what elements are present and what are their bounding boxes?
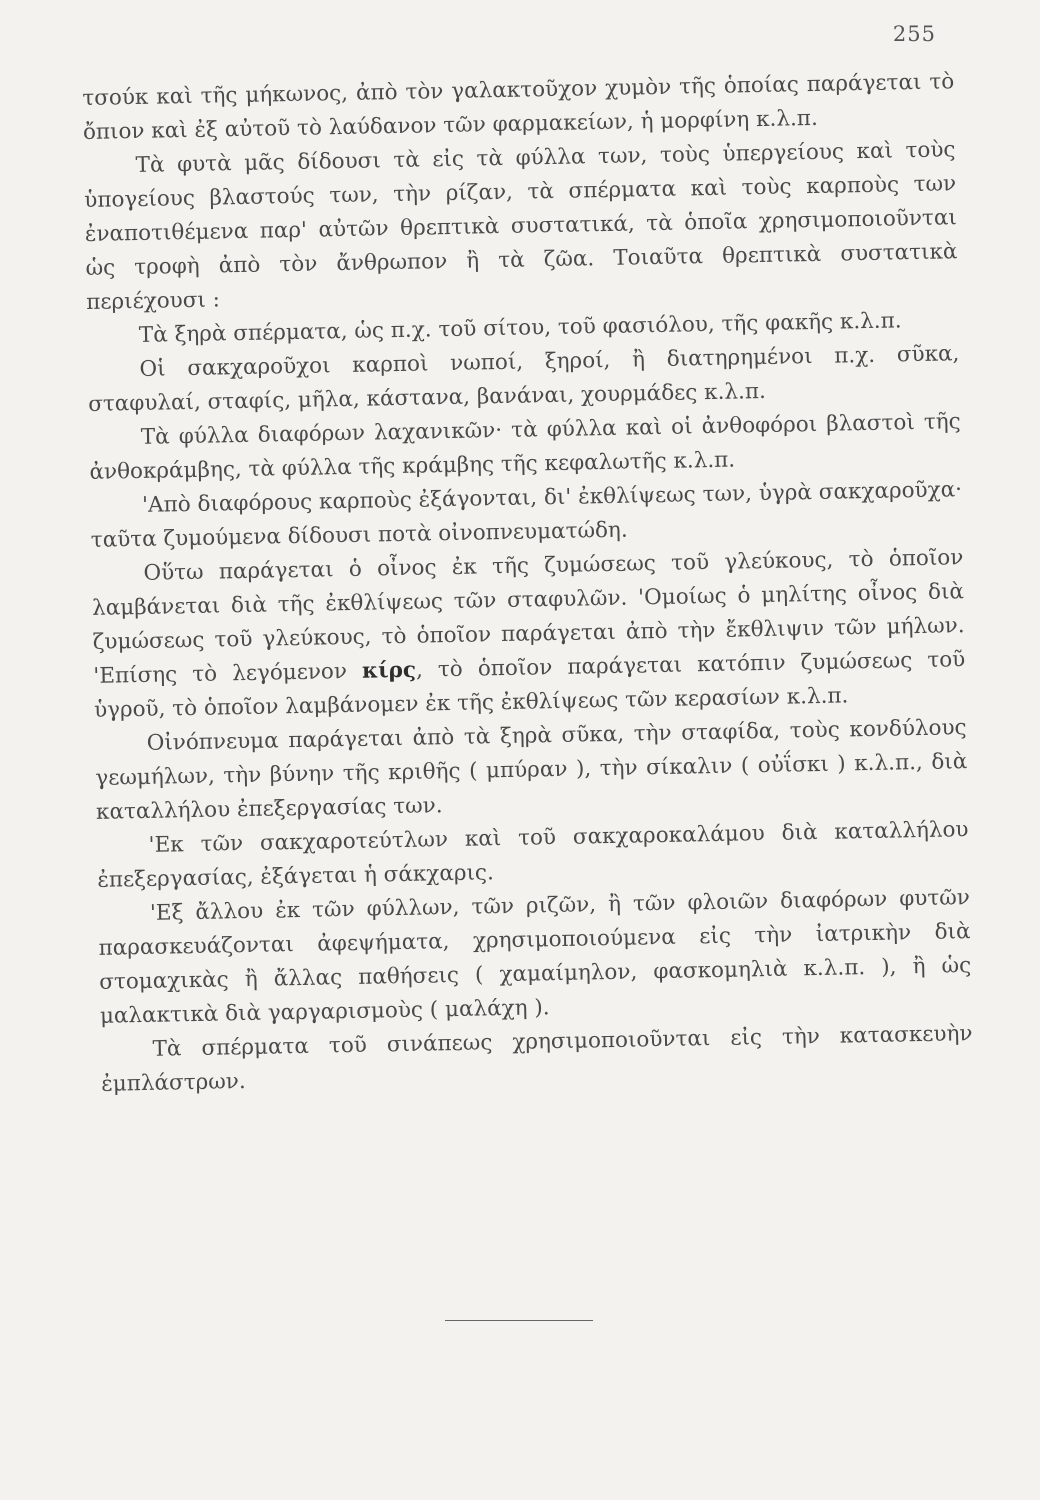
paragraph-plants-nutrients: Τὰ φυτὰ μᾶς δίδουσι τὰ εἰς τὰ φύλλα των, τοὺς ὑπεργείους καὶ τοὺς ὑπογείους βλαστούς των, τὴν ρίζαν, τὰ σπέρματα καὶ τοὺς καρποὺς των ἐναποτιθέμενα παρ' αὐτῶν θρεπτικὰ συστατικά, τὰ ὁποῖα χρησιμοποιοῦνται ὡς τροφὴ ἀπὸ τὸν ἄνθρωπον ἢ τὰ ζῶα. Τοιαῦτα θρεπτικὰ συστατικὰ περιέχουσι : (84, 137, 958, 315)
paragraph-mustard: Τὰ σπέρματα τοῦ σινάπεως χρησιμοποιοῦνται εἰς τὴν κατασκευὴν ἐμπλάστρων. (101, 1021, 973, 1097)
paragraph-wine (91, 541, 966, 728)
paragraph-sugar: 'Εκ τῶν σακχαροτεύτλων καὶ τοῦ σακχαροκαλάμου διὰ καταλλήλου ἐπεξεργασίας, ἐξάγεται ἡ σάκχαρις. (97, 817, 969, 893)
wine-text-after: , τὸ ὁποῖον παράγεται κατόπιν ζυμώσεως τοῦ ὑγροῦ, τὸ ὁποῖον λαμβάνομεν ἐκ τῆς ἐκθλίψεως τῶν κερασίων κ.λ.π. (93, 647, 966, 723)
kirsch-term: κίρς (361, 657, 417, 684)
paragraph-dry-seeds: Τὰ ξηρὰ σπέρματα, ὡς π.χ. τοῦ σίτου, τοῦ φασιόλου, τῆς φακῆς κ.λ.π. (138, 308, 902, 348)
paragraph-vegetable-leaves: Τὰ φύλλα διαφόρων λαχανικῶν· τὰ φύλλα καὶ οἱ ἀνθοφόροι βλαστοὶ τῆς ἀνθοκράμβης, τὰ φύλλα τῆς κράμβης τῆς κεφαλωτῆς κ.λ.π. (89, 409, 961, 485)
paragraph-continuation: τσούκ καὶ τῆς μήκωνος, ἀπὸ τὸν γαλακτοῦχον χυμὸν τῆς ὁποίας παράγεται τὸ ὄπιον καὶ ἐξ αὐτοῦ τὸ λαύδανον τῶν φαρμακείων, ἡ μορφίνη κ.λ.π. (82, 69, 955, 145)
wine-text-before: Οὕτω παράγεται ὁ οἶνος ἐκ τῆς ζυμώσεως τοῦ γλεύκους, τὸ ὁποῖον λαμβάνεται διὰ τῆς ἐκθλίψεως τῶν σταφυλῶν. 'Ομοίως ὁ μηλίτης οἶνος διὰ ζυμώσεως τοῦ γλεύκους, τὸ ὁποῖον παράγεται ἀπὸ τὴν ἔκθλιψιν τῶν μήλων. 'Επίσης τὸ λεγόμενον (91, 545, 965, 689)
text-body (82, 65, 973, 1102)
page-number: 255 (892, 22, 936, 46)
paragraph-sugary-fruits: Οἱ σακχαροῦχοι καρποὶ νωποί, ξηροί, ἢ διατηρημένοι π.χ. σῦκα, σταφυλαί, σταφίς, μῆλα, κάστανα, βανάναι, χουρμάδες κ.λ.π. (87, 341, 960, 417)
end-rule (445, 1320, 593, 1321)
paragraph-sugary-juices: 'Απὸ διαφόρους καρποὺς ἐξάγονται, δι' ἐκθλίψεως των, ὑγρὰ σακχαροῦχα· ταῦτα ζυμούμενα δίδουσι ποτὰ οἰνοπνευματώδη. (90, 477, 963, 553)
paragraph-alcohol: Οἰνόπνευμα παράγεται ἀπὸ τὰ ξηρὰ σῦκα, τὴν σταφίδα, τοὺς κονδύλους γεωμήλων, τὴν βύνην τῆς κριθῆς ( μπύραν ), τὴν σίκαλιν ( οὐΐσκι ) κ.λ.π., διὰ καταλλήλου ἐπεξεργασίας των. (95, 715, 968, 825)
paragraph-decoctions: 'Εξ ἄλλου ἐκ τῶν φύλλων, τῶν ριζῶν, ἢ τῶν φλοιῶν διαφόρων φυτῶν παρασκευάζονται ἀφεψήματα, χρησιμοποιούμενα εἰς τὴν ἰατρικὴν διὰ στομαχικὰς ἢ ἄλλας παθήσεις ( χαμαίμηλον, φασκομηλιὰ κ.λ.π. ), ἢ ὡς μαλακτικὰ διὰ γαργαρισμοὺς ( μαλάχη ). (98, 885, 972, 1029)
